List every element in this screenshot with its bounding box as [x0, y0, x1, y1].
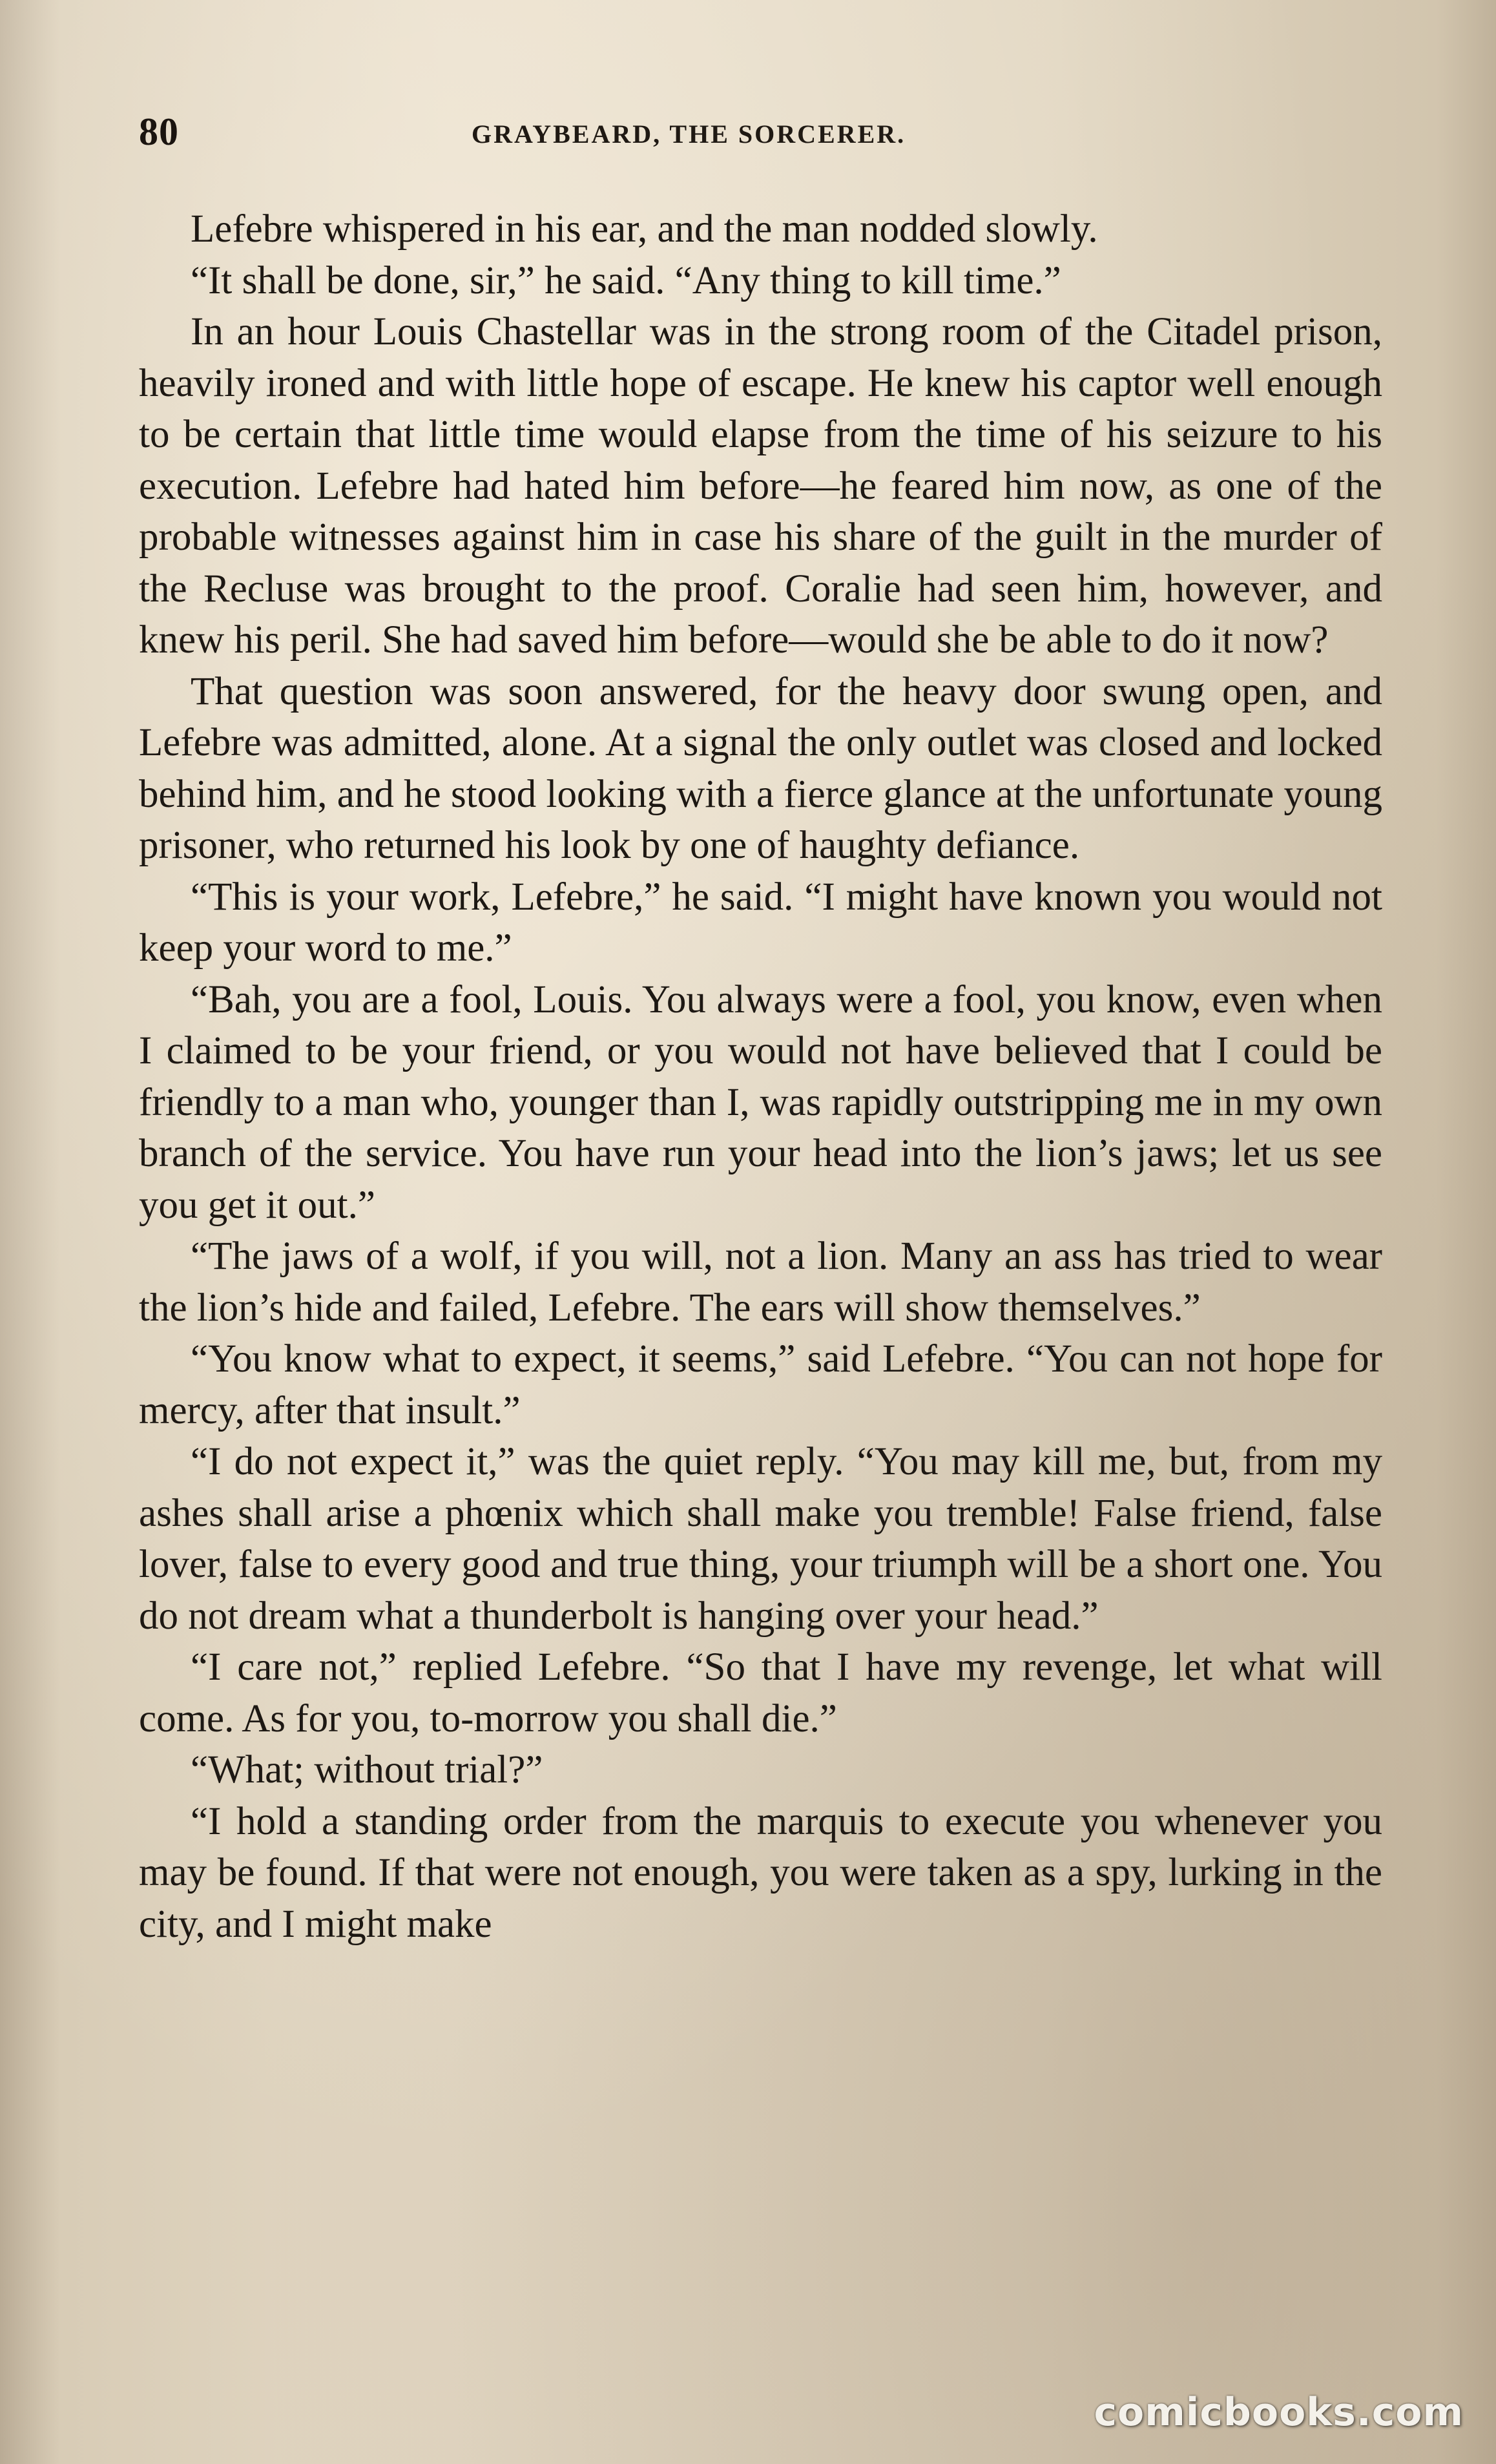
paragraph: “You know what to expect, it seems,” said Lefebre. “You can not hope for mercy, after that insult.” — [139, 1337, 1382, 1432]
page-header — [139, 110, 1366, 168]
body-text — [139, 204, 1382, 1950]
paragraph: “What; without trial?” — [191, 1748, 543, 1791]
paragraph: “Bah, you are a fool, Louis. You always were a fool, you know, even when I claimed to be your friend, or you would not have believed that I could be friendly to a man who, younger than I, was rapidly outstripping me in my own branch of the service. You have run your head into the lion’s jaws; let us see you get it out.” — [139, 977, 1382, 1227]
paragraph: “The jaws of a wolf, if you will, not a lion. Many an ass has tried to wear the lion’s hide and failed, Lefebre. The ears will show themselves.” — [139, 1235, 1382, 1330]
running-title: GRAYBEARD, THE SORCERER. — [472, 120, 906, 149]
paragraph: “It shall be done, sir,” he said. “Any thing to kill time.” — [191, 258, 1061, 302]
paragraph: “I hold a standing order from the marquis to execute you whenever you may be found. If that were not enough, you were taken as a spy, lurking in the city, and I might make — [139, 1799, 1382, 1946]
watermark: comicbooks.com — [1094, 2390, 1464, 2435]
page-number: 80 — [139, 110, 179, 153]
paragraph: Lefebre whispered in his ear, and the man nodded slowly. — [191, 207, 1098, 251]
paragraph: “I do not expect it,” was the quiet reply. “You may kill me, but, from my ashes shall arise a phœnix which shall make you tremble! False friend, false lover, false to every good and true thing, your triumph will be a short one. You do not dream what a thunderbolt is hanging over your head.” — [139, 1440, 1382, 1638]
paragraph: In an hour Louis Chastellar was in the strong room of the Citadel prison, heavily ironed and with little hope of escape. He knew his captor well enough to be certain that little time would elapse from the time of his seizure to his execution. Lefebre had hated him before—he feared him now, as one of the probable witnesses against him in case his share of the guilt in the murder of the Recluse was brought to the proof. Coralie had seen him, however, and knew his peril. She had saved him before—would she be able to do it now? — [139, 310, 1382, 662]
paragraph: That question was soon answered, for the heavy door swung open, and Lefebre was admitted, alone. At a signal the only outlet was closed and locked behind him, and he stood looking with a fierce glance at the unfortunate young prisoner, who returned his look by one of haughty defiance. — [139, 669, 1382, 867]
paragraph: “This is your work, Lefebre,” he said. “I might have known you would not keep your word to me.” — [139, 875, 1382, 970]
paragraph: “I care not,” replied Lefebre. “So that I have my revenge, let what will come. As for you, to-morrow you shall die.” — [139, 1645, 1382, 1740]
